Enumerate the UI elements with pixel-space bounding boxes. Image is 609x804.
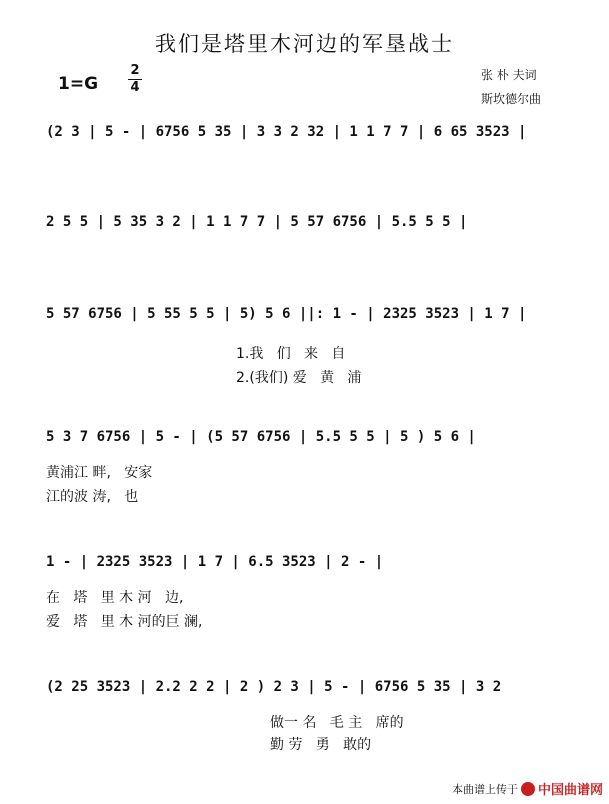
lyric-verse-2: 2.(我们) 爱 黄 浦 bbox=[236, 370, 362, 386]
site-name[interactable]: 中国曲谱网 bbox=[537, 783, 603, 798]
notation-line: (2 3 | 5 - | 6756 5 35 | 3 3 2 32 | 1 1 7 7 | 6 65 3523 | bbox=[46, 124, 527, 140]
lyricist-credit: 张 朴 夫词 bbox=[481, 68, 537, 82]
lyric-verse-1: 黄浦江 畔, 安家 bbox=[46, 465, 153, 481]
lyric-verse-2: 勤 劳 勇 敢的 bbox=[270, 737, 372, 753]
lyric-verse-2: 江的波 涛, 也 bbox=[46, 489, 139, 505]
score-title: 我们是塔里木河边的军垦战士 bbox=[155, 32, 454, 56]
lyric-verse-2: 爱 塔 里 木 河的巨 澜, bbox=[46, 614, 203, 630]
lyric-verse-1: 做一 名 毛 主 席的 bbox=[270, 715, 404, 731]
key-signature: 1=G bbox=[58, 74, 99, 94]
notation-line: 1 - | 2325 3523 | 1 7 | 6.5 3523 | 2 - | bbox=[46, 554, 384, 570]
notation-line: (2 25 3523 | 2.2 2 2 | 2 ) 2 3 | 5 - | 6756 5 35 | 3 2 bbox=[46, 679, 502, 695]
time-signature-bottom: 4 bbox=[130, 80, 140, 95]
time-signature bbox=[128, 64, 142, 95]
lyric-verse-1: 在 塔 里 木 河 边, bbox=[46, 590, 184, 606]
upload-note: 本曲谱上传于 bbox=[451, 782, 518, 796]
lyric-verse-1: 1.我 们 来 自 bbox=[236, 346, 346, 362]
composer-credit: 斯坎德尔曲 bbox=[481, 92, 542, 106]
time-signature-top: 2 bbox=[130, 63, 140, 78]
site-logo-icon bbox=[521, 782, 535, 796]
notation-line: 2 5 5 | 5 35 3 2 | 1 1 7 7 | 5 57 6756 | 5.5 5 5 | bbox=[46, 214, 468, 230]
upload-footer bbox=[452, 779, 603, 798]
notation-line: 5 57 6756 | 5 55 5 5 | 5) 5 6 ||: 1 - | 2325 3523 | 1 7 | bbox=[46, 306, 527, 322]
notation-line: 5 3 7 6756 | 5 - | (5 57 6756 | 5.5 5 5 | 5 ) 5 6 | bbox=[46, 429, 476, 445]
